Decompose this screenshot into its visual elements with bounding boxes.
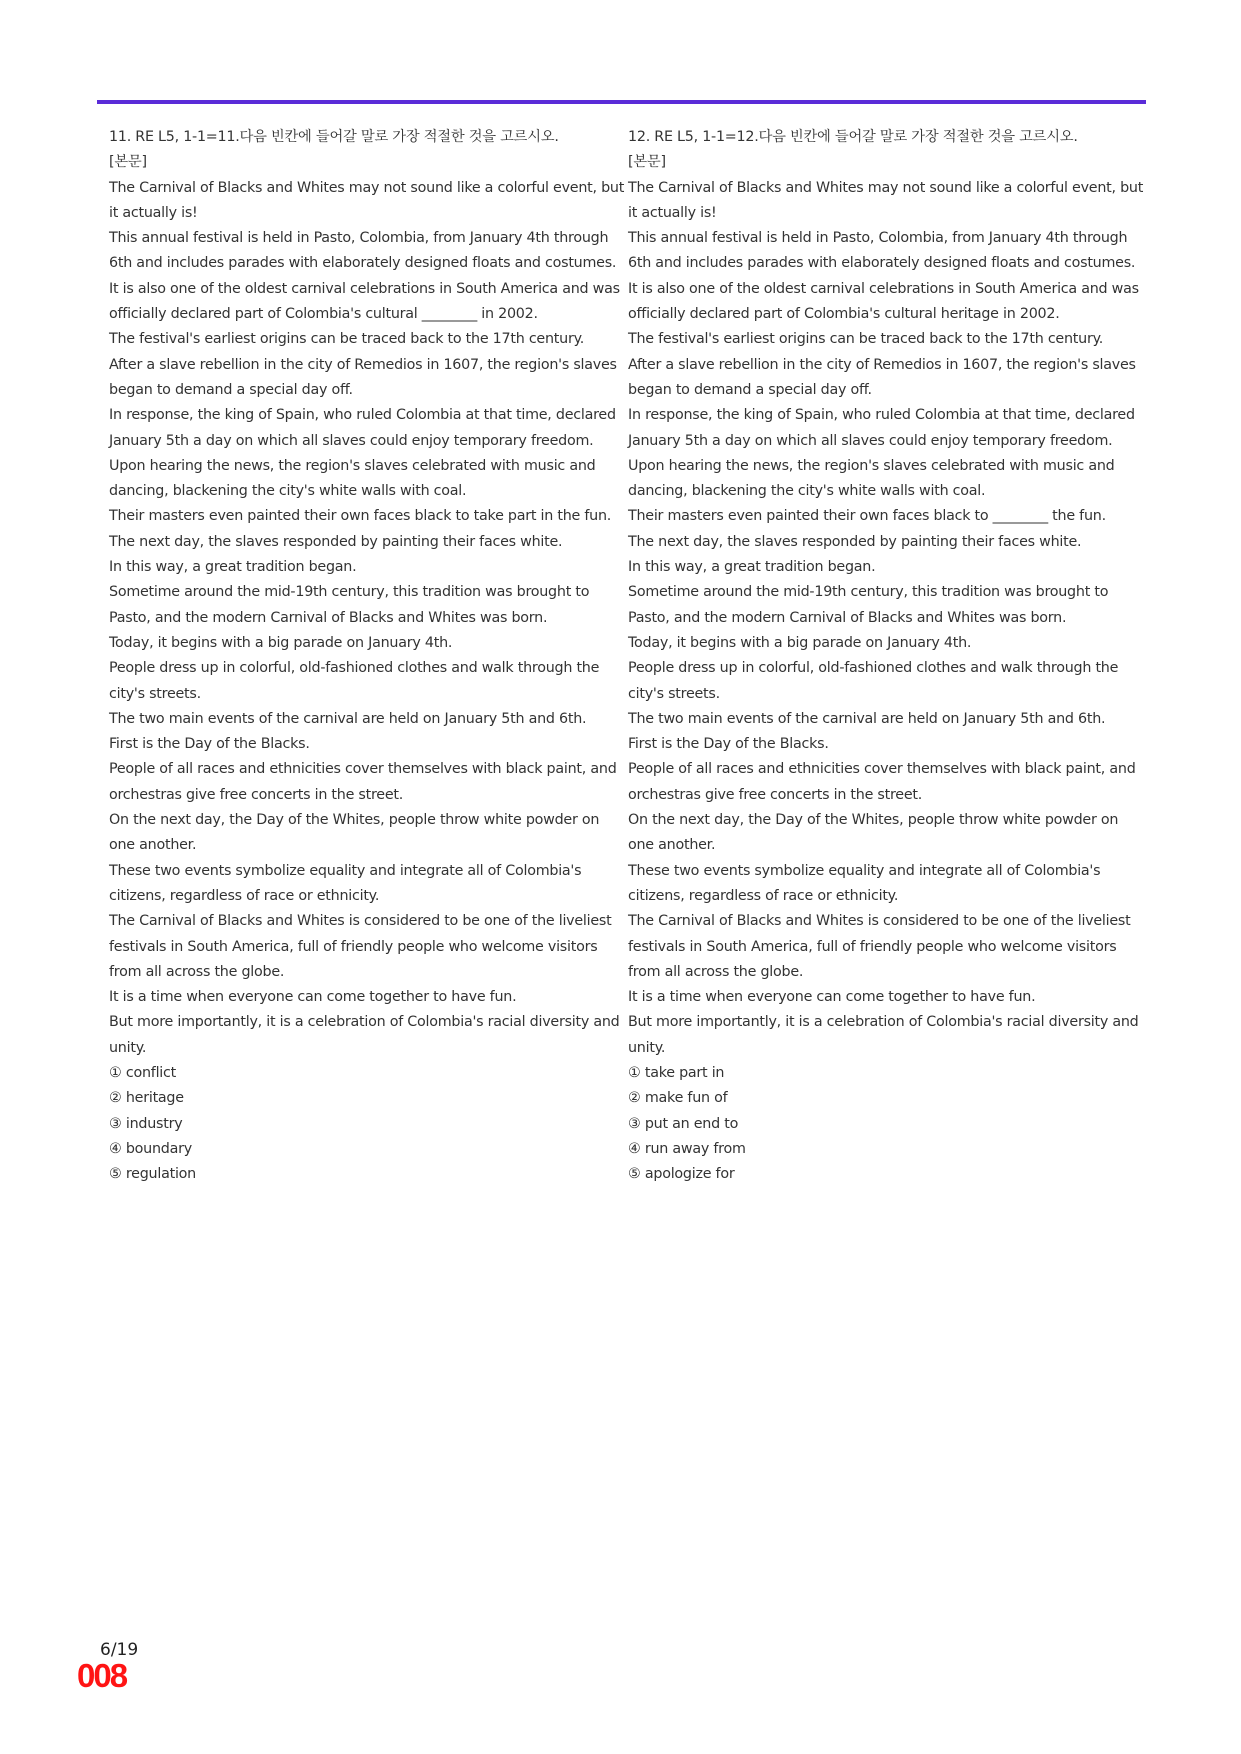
text-line: January 5th a day on which all slaves could enjoy temporary freedom.	[109, 432, 594, 449]
answer-option: ④ boundary	[109, 1140, 192, 1157]
text-line: After a slave rebellion in the city of Remedios in 1607, the region's slaves	[109, 356, 617, 373]
text-line: People dress up in colorful, old-fashioned clothes and walk through the	[109, 660, 600, 677]
text-line: The two main events of the carnival are held on January 5th and 6th.	[628, 710, 1106, 727]
text-line: it actually is!	[109, 204, 198, 221]
text-line: The next day, the slaves responded by painting their faces white.	[109, 533, 563, 550]
question-11	[109, 125, 625, 1187]
question-title: 12. RE L5, 1-1=12.다음 빈칸에 들어갈 말로 가장 적절한 것을 고르시오.	[628, 129, 1078, 145]
text-line: The Carnival of Blacks and Whites may not sound like a colorful event, but	[628, 179, 1144, 196]
text-line: But more importantly, it is a celebration of Colombia's racial diversity and	[109, 1014, 620, 1031]
text-line: orchestras give free concerts in the street.	[109, 786, 404, 803]
text-line: dancing, blackening the city's white walls with coal.	[628, 483, 986, 500]
answer-option: ③ put an end to	[628, 1115, 739, 1132]
text-line: Their masters even painted their own faces black to ________ the fun.	[628, 508, 1106, 525]
page-code: 008	[77, 1657, 127, 1694]
text-line: First is the Day of the Blacks.	[109, 736, 310, 753]
text-line: city's streets.	[628, 685, 720, 702]
passage-label: [본문]	[109, 154, 147, 171]
text-line: officially declared part of Colombia's cultural ________ in 2002.	[109, 306, 538, 323]
text-line: The festival's earliest origins can be traced back to the 17th century.	[628, 331, 1104, 348]
text-line: citizens, regardless of race or ethnicity.	[628, 887, 899, 904]
text-line: Sometime around the mid-19th century, this tradition was brought to	[109, 584, 590, 601]
answer-option: ⑤ apologize for	[628, 1166, 735, 1183]
text-line: Today, it begins with a big parade on January 4th.	[628, 634, 972, 651]
text-line: Upon hearing the news, the region's slaves celebrated with music and	[109, 457, 596, 474]
text-line: In response, the king of Spain, who ruled Colombia at that time, declared	[109, 407, 616, 424]
answer-option: ① take part in	[628, 1064, 725, 1081]
answer-option: ② heritage	[109, 1090, 184, 1107]
question-12	[628, 125, 1144, 1187]
answer-option: ④ run away from	[628, 1140, 746, 1157]
text-line: People of all races and ethnicities cover themselves with black paint, and	[109, 761, 617, 778]
text-line: This annual festival is held in Pasto, Colombia, from January 4th through	[109, 230, 609, 247]
text-line: 6th and includes parades with elaborately designed floats and costumes.	[109, 255, 617, 272]
question-title: 11. RE L5, 1-1=11.다음 빈칸에 들어갈 말로 가장 적절한 것을 고르시오.	[109, 129, 559, 145]
text-line: unity.	[628, 1039, 666, 1056]
text-line: On the next day, the Day of the Whites, people throw white powder on	[109, 812, 600, 829]
text-line: citizens, regardless of race or ethnicity.	[109, 887, 380, 904]
text-line: After a slave rebellion in the city of Remedios in 1607, the region's slaves	[628, 356, 1136, 373]
text-line: It is also one of the oldest carnival celebrations in South America and was	[109, 280, 620, 297]
text-line: Pasto, and the modern Carnival of Blacks and Whites was born.	[628, 609, 1067, 626]
text-line: 6th and includes parades with elaborately designed floats and costumes.	[628, 255, 1136, 272]
answer-option: ② make fun of	[628, 1090, 728, 1107]
page-number: 6/19	[100, 1640, 139, 1660]
text-line: People of all races and ethnicities cover themselves with black paint, and	[628, 761, 1136, 778]
text-line: But more importantly, it is a celebration of Colombia's racial diversity and	[628, 1014, 1139, 1031]
text-line: This annual festival is held in Pasto, Colombia, from January 4th through	[628, 230, 1128, 247]
text-line: In this way, a great tradition began.	[109, 559, 357, 576]
text-line: one another.	[109, 837, 197, 854]
text-line: The two main events of the carnival are held on January 5th and 6th.	[109, 710, 587, 727]
text-line: Today, it begins with a big parade on January 4th.	[109, 634, 453, 651]
text-line: The Carnival of Blacks and Whites is considered to be one of the liveliest	[628, 913, 1131, 930]
text-line: It is also one of the oldest carnival celebrations in South America and was	[628, 280, 1139, 297]
text-line: Pasto, and the modern Carnival of Blacks and Whites was born.	[109, 609, 548, 626]
text-line: Sometime around the mid-19th century, this tradition was brought to	[628, 584, 1109, 601]
text-line: it actually is!	[628, 204, 717, 221]
header-rule	[97, 100, 1146, 104]
text-line: The Carnival of Blacks and Whites is considered to be one of the liveliest	[109, 913, 612, 930]
text-line: began to demand a special day off.	[628, 381, 872, 398]
text-line: orchestras give free concerts in the street.	[628, 786, 923, 803]
text-line: dancing, blackening the city's white walls with coal.	[109, 483, 467, 500]
text-line: The festival's earliest origins can be traced back to the 17th century.	[109, 331, 585, 348]
text-line: First is the Day of the Blacks.	[628, 736, 829, 753]
text-line: It is a time when everyone can come together to have fun.	[628, 989, 1036, 1006]
text-line: festivals in South America, full of friendly people who welcome visitors	[109, 938, 598, 955]
passage-label: [본문]	[628, 154, 666, 171]
answer-option: ③ industry	[109, 1115, 183, 1132]
text-line: from all across the globe.	[628, 963, 804, 980]
text-line: In response, the king of Spain, who ruled Colombia at that time, declared	[628, 407, 1135, 424]
text-line: It is a time when everyone can come together to have fun.	[109, 989, 517, 1006]
text-line: unity.	[109, 1039, 147, 1056]
text-line: Their masters even painted their own faces black to take part in the fun.	[109, 508, 612, 525]
answer-option: ① conflict	[109, 1064, 176, 1081]
text-line: In this way, a great tradition began.	[628, 559, 876, 576]
text-line: began to demand a special day off.	[109, 381, 353, 398]
answer-option: ⑤ regulation	[109, 1166, 196, 1183]
text-line: The next day, the slaves responded by painting their faces white.	[628, 533, 1082, 550]
text-line: one another.	[628, 837, 716, 854]
text-line: from all across the globe.	[109, 963, 285, 980]
text-line: officially declared part of Colombia's cultural heritage in 2002.	[628, 306, 1060, 323]
text-line: On the next day, the Day of the Whites, people throw white powder on	[628, 812, 1119, 829]
text-line: city's streets.	[109, 685, 201, 702]
text-line: January 5th a day on which all slaves could enjoy temporary freedom.	[628, 432, 1113, 449]
text-line: People dress up in colorful, old-fashioned clothes and walk through the	[628, 660, 1119, 677]
text-line: These two events symbolize equality and integrate all of Colombia's	[109, 862, 582, 879]
text-line: Upon hearing the news, the region's slaves celebrated with music and	[628, 457, 1115, 474]
text-line: The Carnival of Blacks and Whites may not sound like a colorful event, but	[109, 179, 625, 196]
text-line: festivals in South America, full of friendly people who welcome visitors	[628, 938, 1117, 955]
text-line: These two events symbolize equality and integrate all of Colombia's	[628, 862, 1101, 879]
